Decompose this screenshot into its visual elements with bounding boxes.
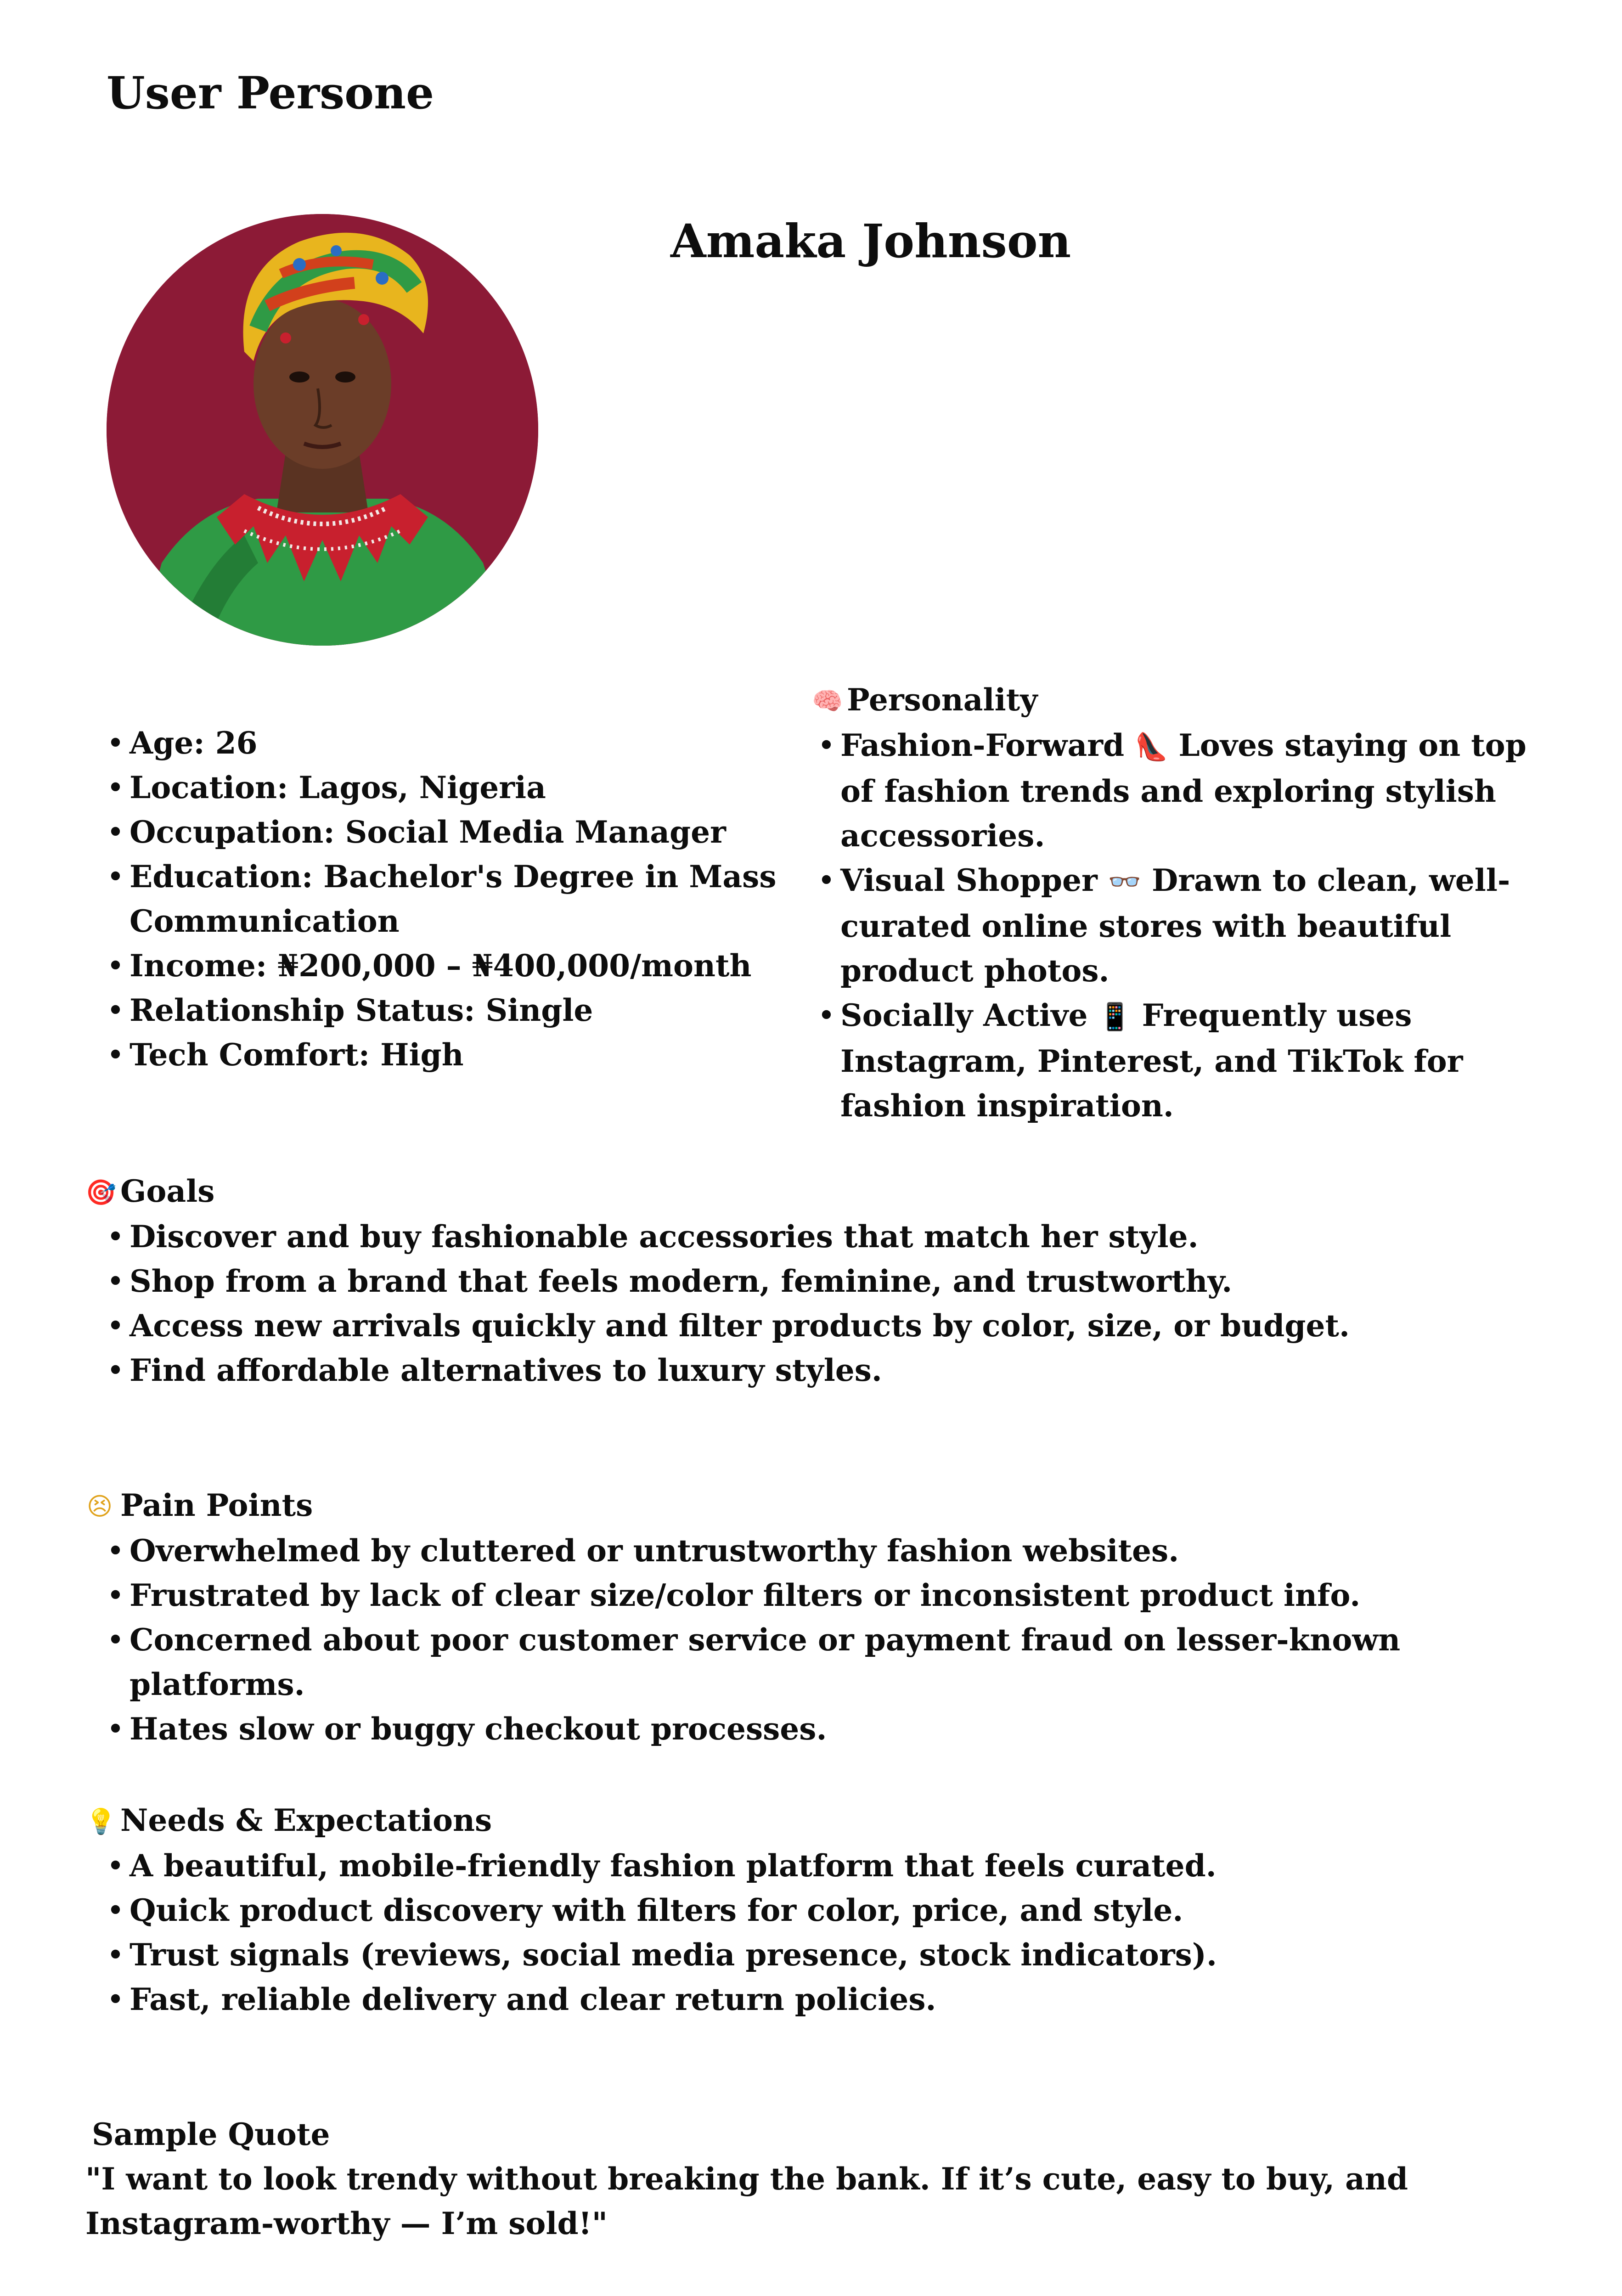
- bio-income: • Income: ₦200,000 – ₦400,000/month: [107, 944, 786, 988]
- brain-icon: 🧠: [812, 687, 843, 715]
- sample-quote-title: Sample Quote: [92, 2116, 330, 2152]
- glasses-icon: 👓: [1108, 866, 1142, 897]
- personality-label: Visual Shopper: [840, 862, 1098, 898]
- bio-age: • Age: 26: [107, 721, 786, 765]
- personality-section: [812, 678, 1565, 1128]
- needs-title: Needs & Expectations: [120, 1802, 492, 1838]
- high-heel-icon: 👠: [1135, 731, 1168, 762]
- bio-location: • Location: Lagos, Nigeria: [107, 765, 786, 810]
- need-item: • A beautiful, mobile-friendly fashion platform that feels curated.: [107, 1844, 1555, 1888]
- personality-text: Loves staying on top of fashion trends and exploring stylish accessories.: [840, 727, 1526, 854]
- personality-text: Drawn to clean, well-curated online stores with beautiful product photos.: [840, 862, 1510, 989]
- persona-name: Amaka Johnson: [670, 214, 1071, 268]
- pain-point-item: • Hates slow or buggy checkout processes.: [107, 1707, 1555, 1751]
- page-title: User Persone: [107, 67, 434, 119]
- personality-title: Personality: [847, 682, 1038, 718]
- goals-title: Goals: [120, 1173, 215, 1209]
- personality-label: Socially Active: [840, 997, 1088, 1033]
- need-item: • Fast, reliable delivery and clear return policies.: [107, 1977, 1555, 2022]
- need-item: • Quick product discovery with filters for color, price, and style.: [107, 1888, 1555, 1933]
- needs-heading: [85, 1798, 1555, 1844]
- bio-relationship-status: • Relationship Status: Single: [107, 988, 786, 1033]
- personality-item: [812, 858, 1565, 993]
- sample-quote-section: [85, 2112, 1463, 2246]
- goals-section: [85, 1169, 1555, 1393]
- target-icon: 🎯: [85, 1178, 117, 1207]
- personality-text: Frequently uses Instagram, Pinterest, and TikTok for fashion inspiration.: [840, 997, 1463, 1124]
- bio-education: • Education: Bachelor's Degree in Mass Communication: [107, 855, 786, 944]
- goal-item: • Find affordable alternatives to luxury styles.: [107, 1348, 1555, 1393]
- bio-details: [107, 721, 786, 1077]
- persona-portrait-image: [107, 214, 538, 646]
- pain-point-item: • Overwhelmed by cluttered or untrustworthy fashion websites.: [107, 1529, 1555, 1573]
- needs-section: [85, 1798, 1555, 2022]
- light-bulb-icon: 💡: [85, 1807, 117, 1836]
- personality-item: [812, 723, 1565, 858]
- goal-item: • Shop from a brand that feels modern, feminine, and trustworthy.: [107, 1259, 1555, 1304]
- bio-occupation: • Occupation: Social Media Manager: [107, 810, 786, 855]
- mobile-phone-icon: 📱: [1098, 1001, 1132, 1032]
- pain-points-title: Pain Points: [120, 1487, 313, 1523]
- goal-item: • Discover and buy fashionable accessories that match her style.: [107, 1215, 1555, 1259]
- need-item: • Trust signals (reviews, social media presence, stock indicators).: [107, 1933, 1555, 1977]
- goals-heading: [85, 1169, 1555, 1215]
- pain-points-section: [85, 1483, 1555, 1751]
- frustrated-face-icon: 😣: [86, 1492, 113, 1521]
- persona-photo: [107, 214, 538, 646]
- pain-point-item: • Concerned about poor customer service or payment fraud on lesser-known platforms.: [107, 1618, 1555, 1707]
- bio-tech-comfort: • Tech Comfort: High: [107, 1033, 786, 1077]
- pain-point-item: • Frustrated by lack of clear size/color filters or inconsistent product info.: [107, 1573, 1555, 1618]
- personality-label: Fashion-Forward: [840, 727, 1125, 763]
- goal-item: • Access new arrivals quickly and filter products by color, size, or budget.: [107, 1304, 1555, 1348]
- pain-points-heading: [85, 1483, 1555, 1529]
- personality-item: [812, 993, 1565, 1128]
- personality-heading: [812, 678, 1565, 723]
- sample-quote-text: "I want to look trendy without breaking the bank. If it’s cute, easy to buy, and Instagram-worthy — I’m sold!": [85, 2161, 1408, 2241]
